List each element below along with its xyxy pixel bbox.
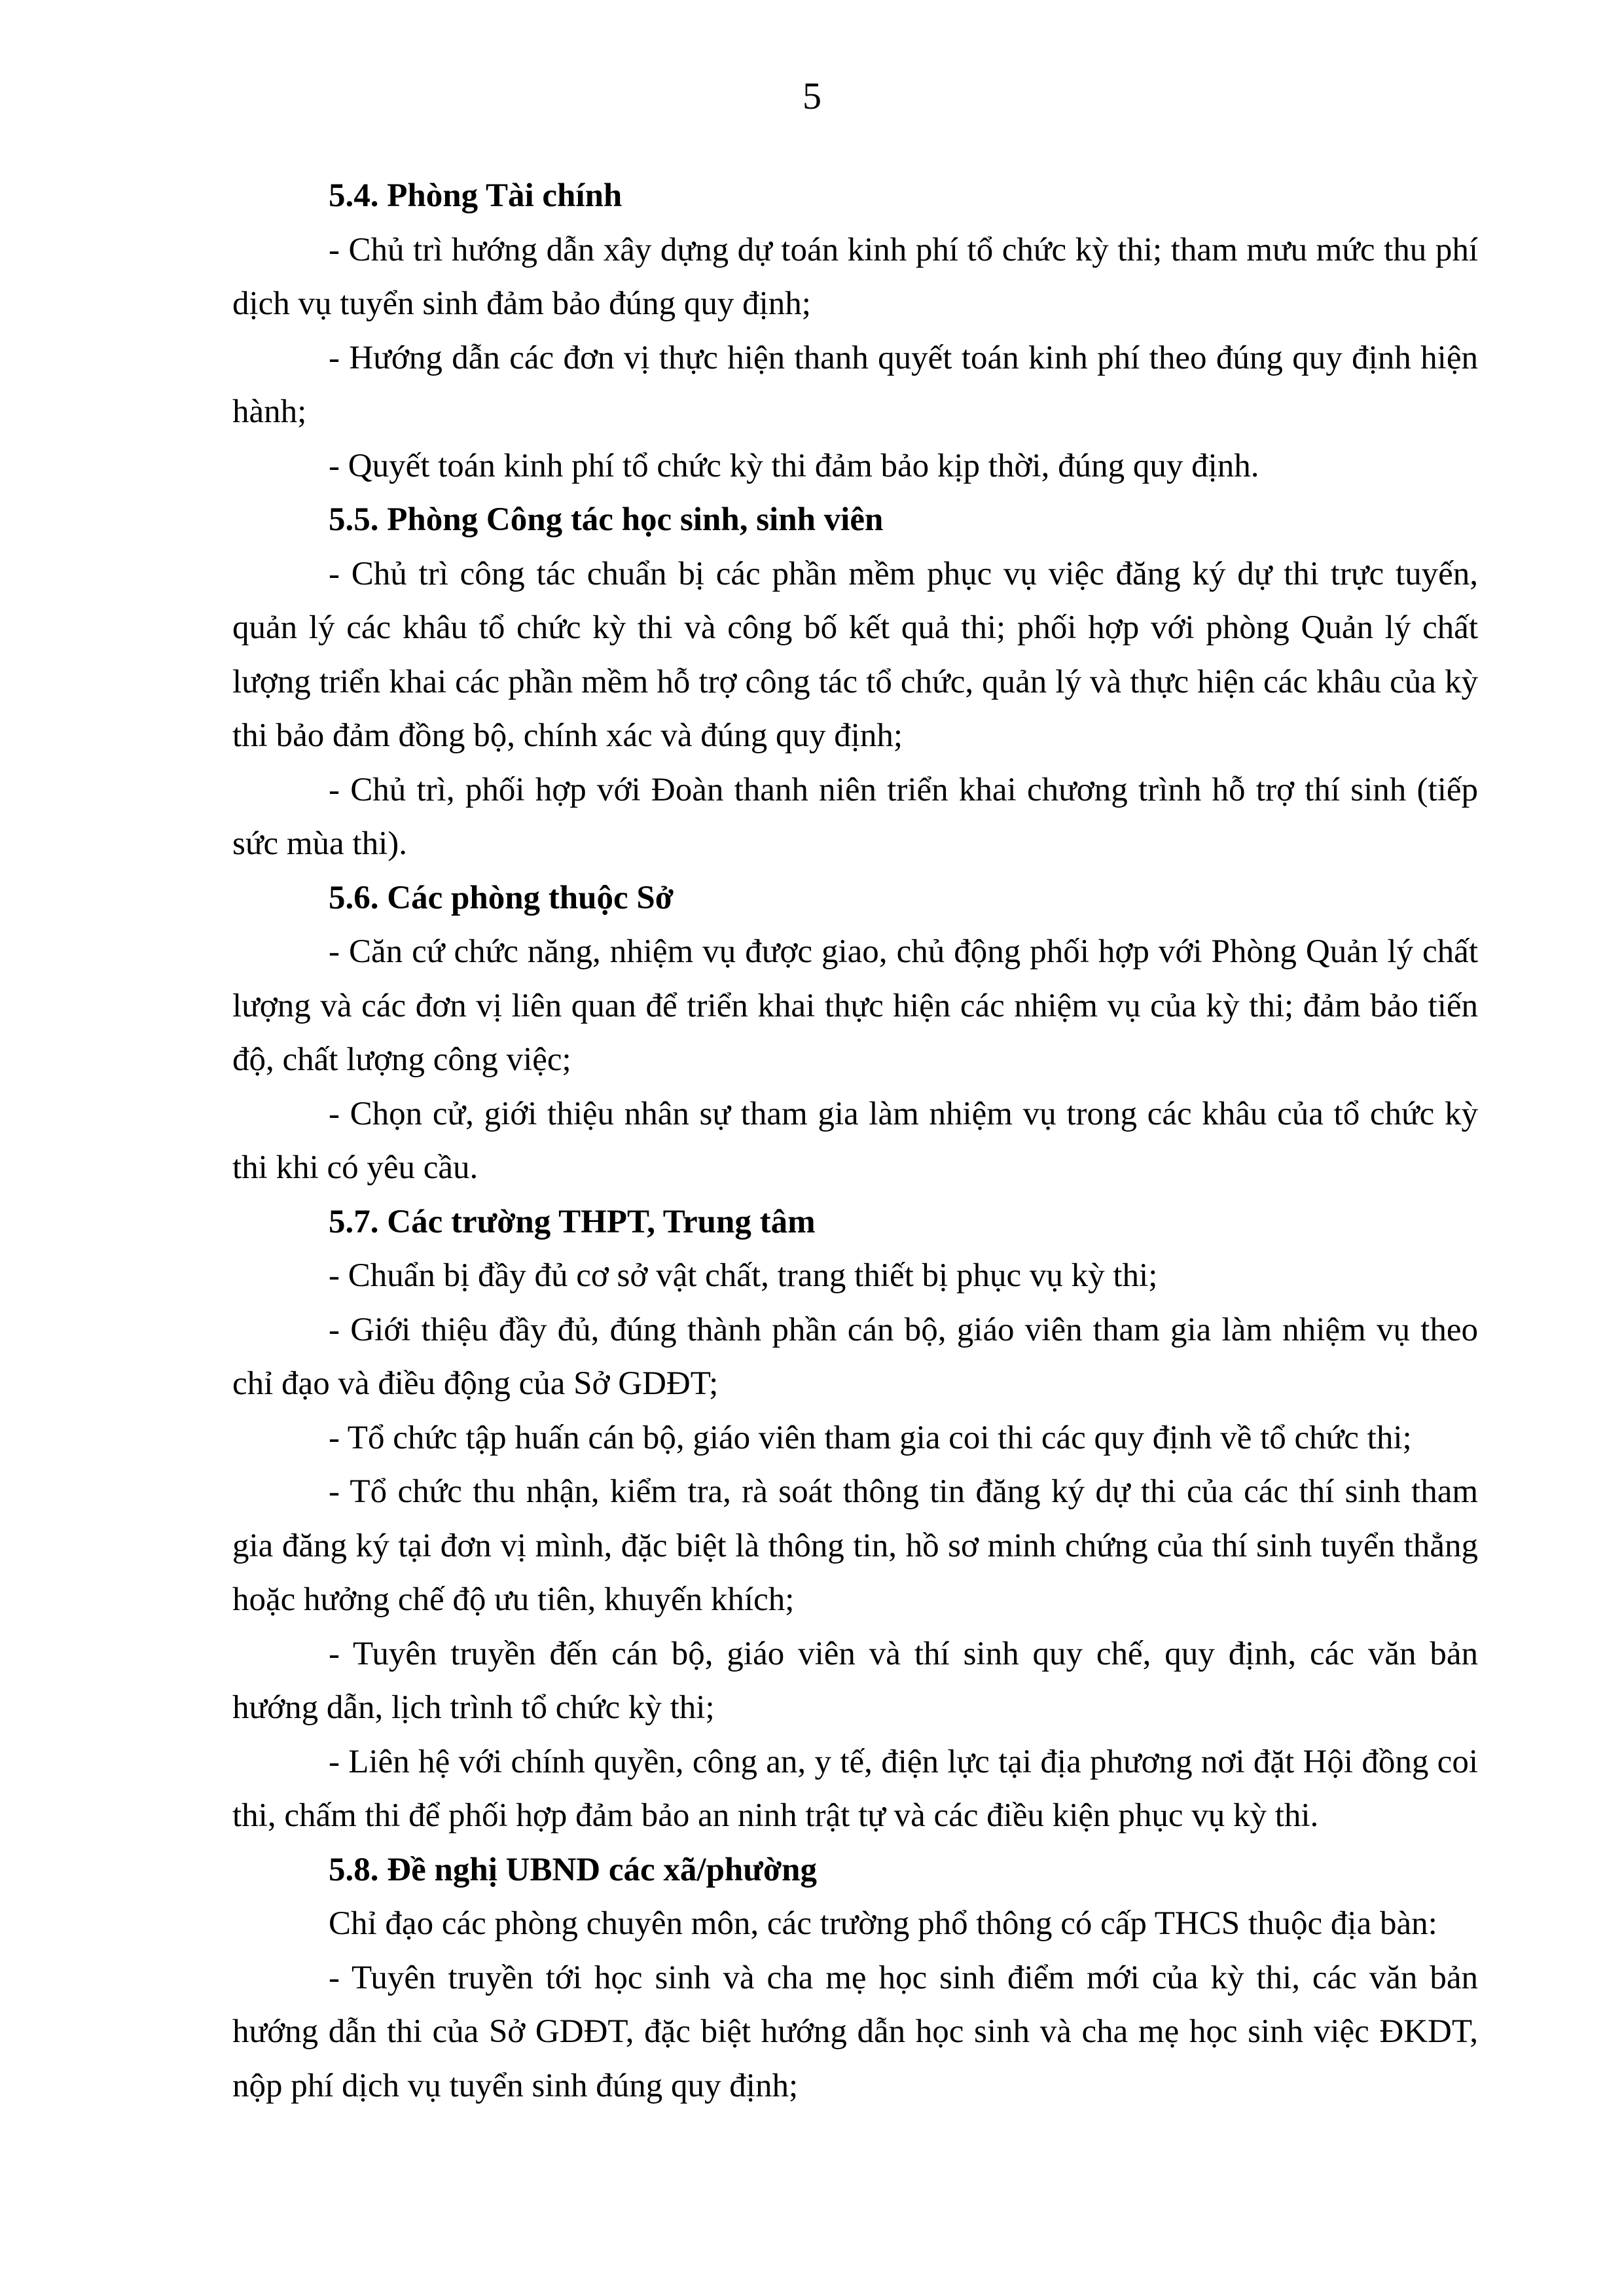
paragraph: - Hướng dẫn các đơn vị thực hiện thanh quyết toán kinh phí theo đúng quy định hiện hành; [232,339,1478,430]
paragraph: - Chủ trì công tác chuẩn bị các phần mềm phục vụ việc đăng ký dự thi trực tuyến, quản lý các khâu tổ chức kỳ thi và công bố kết quả thi; phối hợp với phòng Quản lý chất lượng triển khai các phần mềm hỗ trợ công tác tổ chức, quản lý và thực hiện các khâu của kỳ thi bảo đảm đồng bộ, chính xác và đúng quy định; [232,555,1478,754]
page-number: 5 [803,75,821,117]
paragraph: - Tổ chức thu nhận, kiểm tra, rà soát thông tin đăng ký dự thi của các thí sinh tham gia đăng ký tại đơn vị mình, đặc biệt là thông tin, hồ sơ minh chứng của thí sinh tuyển thẳng hoặc hưởng chế độ ưu tiên, khuyến khích; [232,1473,1478,1618]
paragraph: - Giới thiệu đầy đủ, đúng thành phần cán bộ, giáo viên tham gia làm nhiệm vụ theo chỉ đạo và điều động của Sở GDĐT; [232,1311,1478,1402]
paragraph: - Tuyên truyền đến cán bộ, giáo viên và thí sinh quy chế, quy định, các văn bản hướng dẫn, lịch trình tổ chức kỳ thi; [232,1635,1478,1726]
paragraph: - Chủ trì hướng dẫn xây dựng dự toán kinh phí tổ chức kỳ thi; tham mưu mức thu phí dịch vụ tuyển sinh đảm bảo đúng quy định; [232,231,1478,322]
paragraph: - Tuyên truyền tới học sinh và cha mẹ học sinh điểm mới của kỳ thi, các văn bản hướng dẫn thi của Sở GDĐT, đặc biệt hướng dẫn học sinh và cha mẹ học sinh việc ĐKDT, nộp phí dịch vụ tuyển sinh đúng quy định; [232,1959,1478,2104]
paragraph: - Căn cứ chức năng, nhiệm vụ được giao, chủ động phối hợp với Phòng Quản lý chất lượng và các đơn vị liên quan để triển khai thực hiện các nhiệm vụ của kỳ thi; đảm bảo tiến độ, chất lượng công việc; [232,933,1478,1078]
paragraph: - Tổ chức tập huấn cán bộ, giáo viên tham gia coi thi các quy định về tổ chức thi; [329,1419,1412,1456]
paragraph: - Chọn cử, giới thiệu nhân sự tham gia làm nhiệm vụ trong các khâu của tổ chức kỳ thi khi có yêu cầu. [232,1095,1478,1186]
paragraph: - Quyết toán kinh phí tổ chức kỳ thi đảm bảo kịp thời, đúng quy định. [329,447,1259,484]
section-5-4 [232,169,1478,493]
section-5-5 [232,493,1478,871]
paragraph: - Chủ trì, phối hợp với Đoàn thanh niên triển khai chương trình hỗ trợ thí sinh (tiếp sức mùa thi). [232,771,1478,862]
paragraph: - Chuẩn bị đầy đủ cơ sở vật chất, trang thiết bị phục vụ kỳ thi; [329,1257,1158,1294]
section-heading: 5.4. Phòng Tài chính [329,177,623,214]
section-heading: 5.6. Các phòng thuộc Sở [329,879,674,916]
section-5-6 [232,871,1478,1195]
section-heading: 5.7. Các trường THPT, Trung tâm [329,1203,816,1240]
section-heading: 5.8. Đề nghị UBND các xã/phường [329,1851,817,1888]
paragraph: - Liên hệ với chính quyền, công an, y tế, điện lực tại địa phương nơi đặt Hội đồng coi thi, chấm thi để phối hợp đảm bảo an ninh trật tự và các điều kiện phục vụ kỳ thi. [232,1743,1478,1834]
section-heading: 5.5. Phòng Công tác học sinh, sinh viên [329,501,884,538]
paragraph: Chỉ đạo các phòng chuyên môn, các trường phổ thông có cấp THCS thuộc địa bàn: [329,1905,1437,1942]
section-5-7 [232,1195,1478,1843]
document-body [232,169,1478,2113]
section-5-8 [232,1843,1478,2113]
